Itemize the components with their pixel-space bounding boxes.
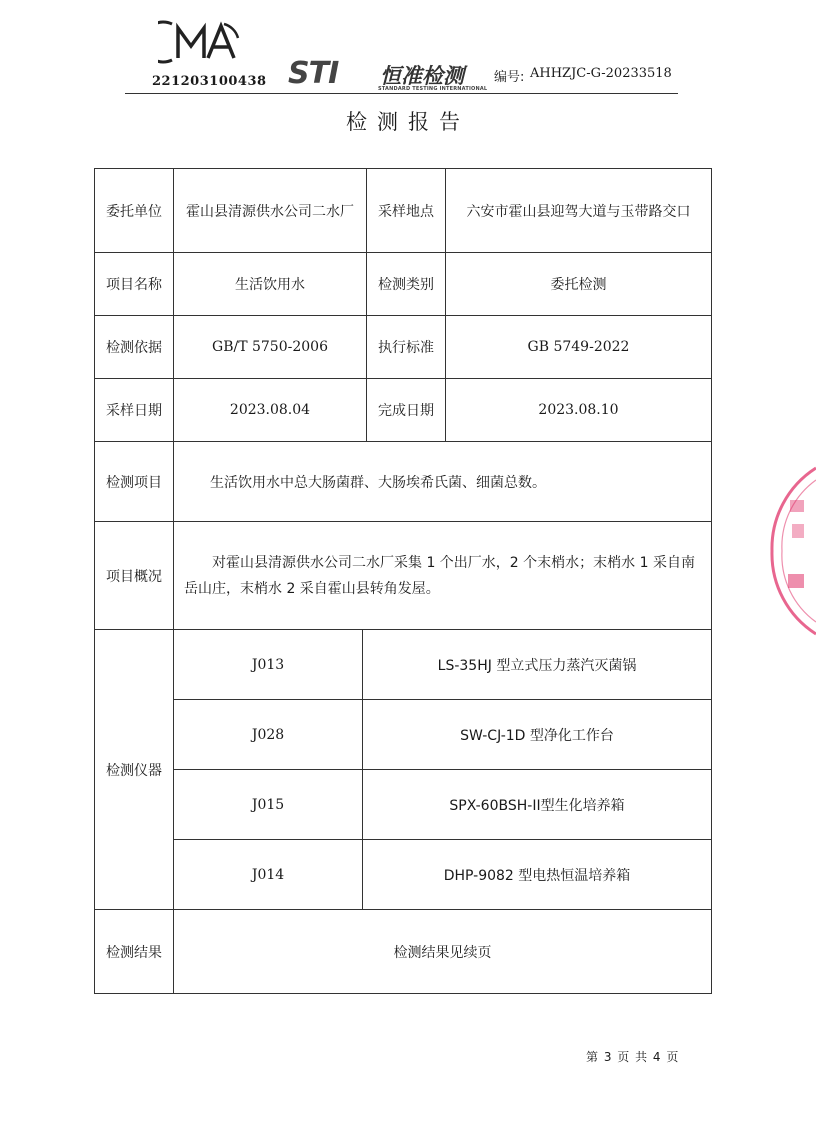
table-row (95, 316, 712, 379)
instrument-name: SW-CJ-1D 型净化工作台 (363, 700, 712, 770)
test-items-value: 生活饮用水中总大肠菌群、大肠埃希氏菌、细菌总数。 (174, 442, 712, 522)
instruments-table (174, 630, 711, 909)
test-category-value: 委托检测 (446, 253, 712, 316)
instrument-code: J013 (174, 630, 363, 700)
instrument-row (174, 700, 711, 770)
client-value: 霍山县清源供水公司二水厂 (174, 169, 367, 253)
instrument-row (174, 630, 711, 700)
instruments-cell (174, 630, 712, 910)
report-number: AHHZJC-G-20233518 (530, 66, 672, 81)
test-basis-value: GB/T 5750-2006 (174, 316, 367, 379)
table-row (95, 442, 712, 522)
client-label: 委托单位 (95, 169, 174, 253)
instrument-row (174, 770, 711, 840)
seal-stamp-icon (766, 466, 816, 636)
sampling-site-label: 采样地点 (367, 169, 446, 253)
instruments-label: 检测仪器 (95, 630, 174, 910)
project-name-label: 项目名称 (95, 253, 174, 316)
table-row (95, 253, 712, 316)
instrument-code: J015 (174, 770, 363, 840)
instrument-name: LS-35HJ 型立式压力蒸汽灭菌锅 (363, 630, 712, 700)
instrument-row (174, 840, 711, 910)
result-label: 检测结果 (95, 910, 174, 994)
instrument-name: SPX-60BSH-II型生化培养箱 (363, 770, 712, 840)
cma-logo-icon (158, 18, 242, 66)
sampling-date-label: 采样日期 (95, 379, 174, 442)
overview-label: 项目概况 (95, 522, 174, 630)
brand-logo-chinese: 恒准检测 (380, 64, 464, 88)
sampling-date-value: 2023.08.04 (174, 379, 367, 442)
header-divider (125, 93, 678, 94)
test-items-label: 检测项目 (95, 442, 174, 522)
table-row (95, 910, 712, 994)
table-row (95, 379, 712, 442)
standard-label: 执行标准 (367, 316, 446, 379)
sti-logo-icon: STI (288, 56, 339, 91)
table-row (95, 522, 712, 630)
test-category-label: 检测类别 (367, 253, 446, 316)
sampling-site-value: 六安市霍山县迎驾大道与玉带路交口 (446, 169, 712, 253)
table-row (95, 169, 712, 253)
standard-value: GB 5749-2022 (446, 316, 712, 379)
brand-logo-subtitle: STANDARD TESTING INTERNATIONAL (378, 86, 488, 92)
instrument-code: J028 (174, 700, 363, 770)
page-title: 检测报告 (346, 110, 470, 134)
page-number: 第 3 页 共 4 页 (586, 1050, 680, 1064)
cma-number: 221203100438 (152, 74, 267, 89)
project-name-value: 生活饮用水 (174, 253, 367, 316)
instrument-name: DHP-9082 型电热恒温培养箱 (443, 867, 631, 884)
table-row (95, 630, 712, 910)
result-value: 检测结果见续页 (174, 910, 712, 994)
completion-date-label: 完成日期 (367, 379, 446, 442)
overview-value: 对霍山县清源供水公司二水厂采集 1 个出厂水，2 个末梢水；末梢水 1 采自南岳山庄，末梢水 2 采自霍山县转角发屋。 (174, 522, 712, 630)
report-table (94, 168, 712, 994)
instrument-code: J014 (174, 840, 363, 910)
report-number-label: 编号: (494, 70, 525, 85)
test-basis-label: 检测依据 (95, 316, 174, 379)
completion-date-value: 2023.08.10 (446, 379, 712, 442)
